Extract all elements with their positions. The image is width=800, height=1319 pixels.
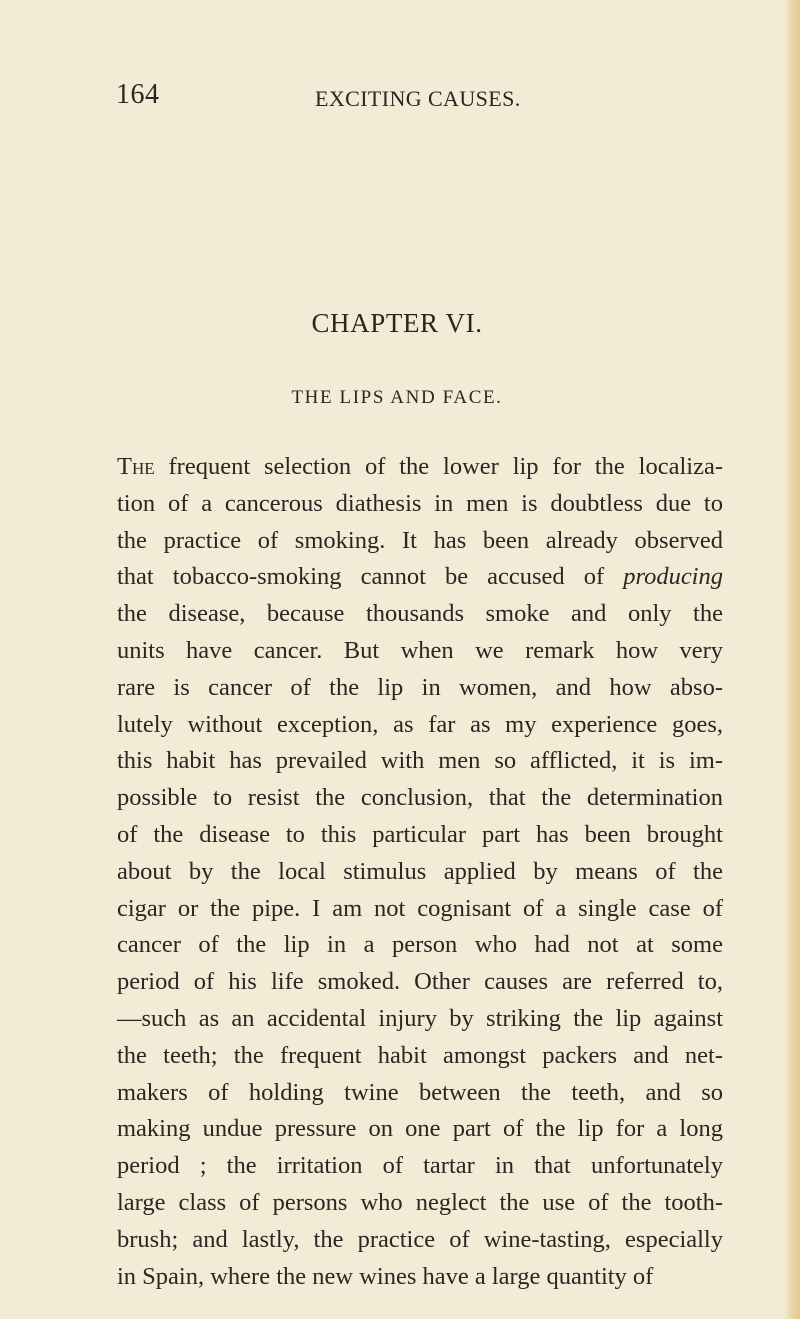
text-line: tion of a cancerous diathesis in men is doubtless due to bbox=[117, 489, 723, 517]
page-number: 164 bbox=[116, 79, 160, 110]
text-line: cancer of the lip in a person who had not at some bbox=[117, 931, 723, 959]
text-line: making undue pressure on one part of the lip for a long bbox=[117, 1115, 723, 1143]
text-line: large class of persons who neglect the use of the tooth- bbox=[117, 1188, 723, 1216]
section-title: THE LIPS AND FACE. bbox=[291, 387, 503, 408]
text-line: rare is cancer of the lip in women, and how abso- bbox=[117, 673, 723, 701]
text-line: The frequent selection of the lower lip for the localiza- bbox=[117, 453, 724, 480]
text-line: the disease, because thousands smoke and only the bbox=[117, 600, 723, 628]
page-edge bbox=[784, 0, 800, 1319]
text-line: —such as an accidental injury by striking the lip against bbox=[117, 1004, 723, 1032]
chapter-title: CHAPTER VI. bbox=[311, 308, 483, 338]
body-text bbox=[117, 449, 723, 1295]
text-line: about by the local stimulus applied by means of the bbox=[117, 857, 723, 885]
text-line: period ; the irritation of tartar in that unfortunately bbox=[117, 1152, 723, 1180]
text-line: brush; and lastly, the practice of wine-tasting, especially bbox=[117, 1225, 723, 1253]
text-line: makers of holding twine between the teeth, and so bbox=[117, 1078, 723, 1106]
drop-word: The bbox=[117, 453, 155, 480]
text-line: the teeth; the frequent habit amongst packers and net- bbox=[117, 1041, 723, 1069]
text-line: in Spain, where the new wines have a large quantity of bbox=[117, 1262, 654, 1290]
text-line: possible to resist the conclusion, that the determination bbox=[117, 784, 723, 812]
text-line: cigar or the pipe. I am not cognisant of a single case of bbox=[117, 894, 723, 922]
text-line: period of his life smoked. Other causes are referred to, bbox=[117, 968, 723, 996]
emphasis-word: producing bbox=[623, 563, 723, 591]
running-head: EXCITING CAUSES. bbox=[315, 86, 521, 111]
text-line: that tobacco-smoking cannot be accused of producing bbox=[117, 563, 723, 591]
text-line: the practice of smoking. It has been already observed bbox=[117, 526, 723, 554]
text-line: units have cancer. But when we remark how very bbox=[117, 636, 723, 664]
text-line: this habit has prevailed with men so afflicted, it is im- bbox=[117, 747, 723, 775]
text-line: of the disease to this particular part has been brought bbox=[117, 820, 723, 848]
text-line: lutely without exception, as far as my experience goes, bbox=[117, 710, 723, 738]
